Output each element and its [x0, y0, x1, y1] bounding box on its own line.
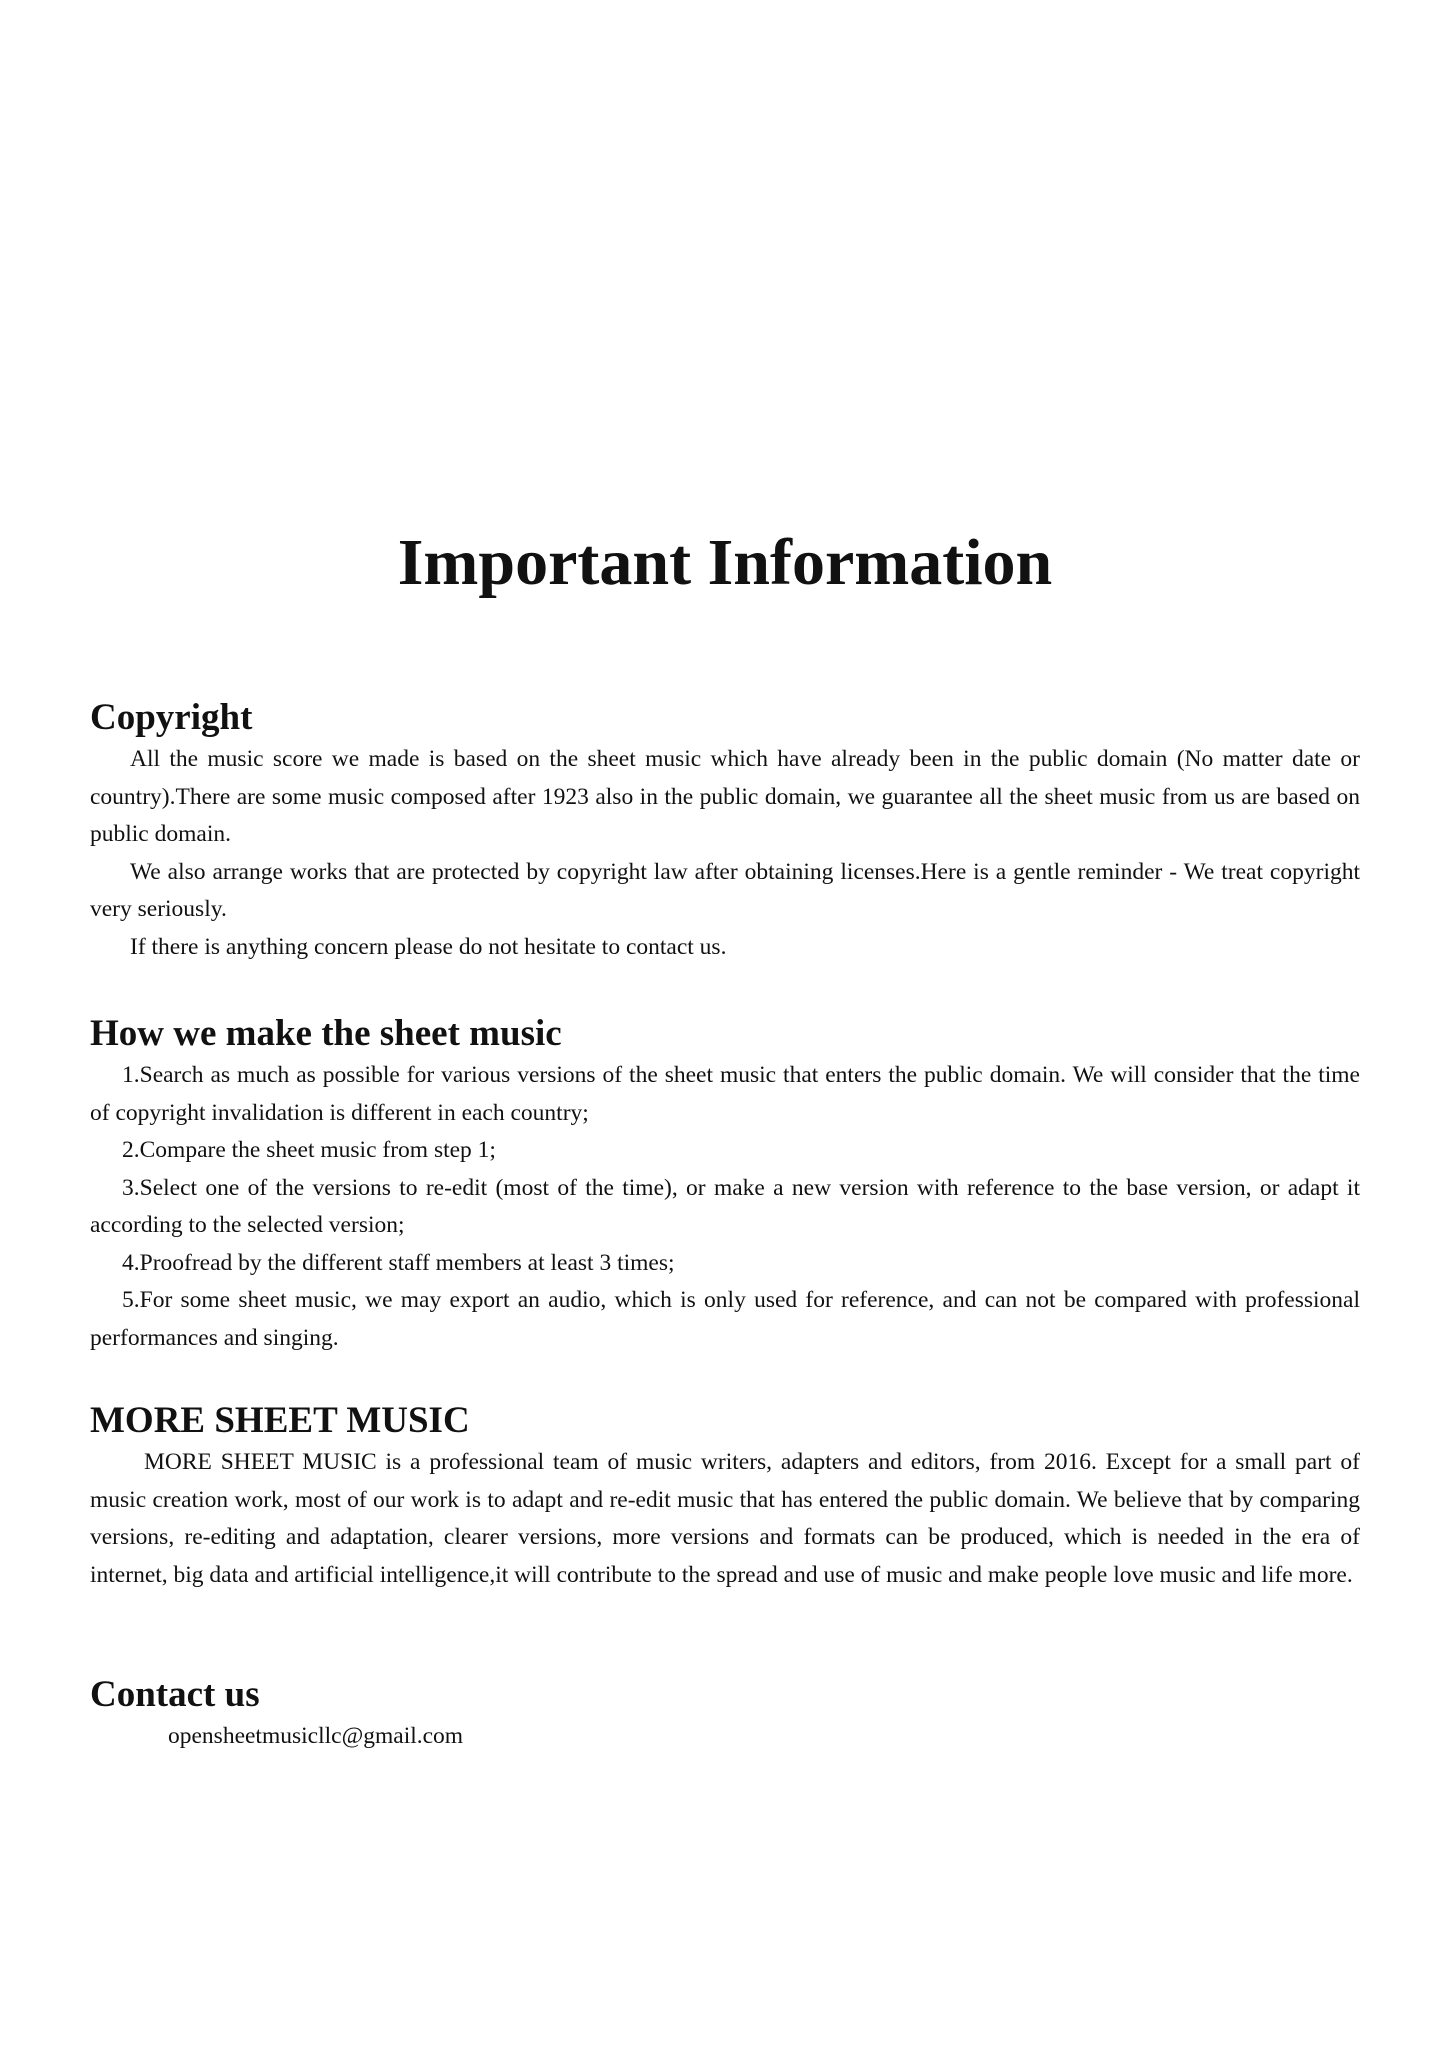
step-item: 5.For some sheet music, we may export an audio, which is only used for reference, and can not be compared with professional performances and singing. — [90, 1287, 1360, 1351]
contact-email-link[interactable]: opensheetmusicllc@gmail.com — [168, 1723, 464, 1749]
step-item: 2.Compare the sheet music from step 1; — [122, 1137, 496, 1163]
copyright-paragraph: We also arrange works that are protected by copyright law after obtaining licenses.Here is a gentle reminder - We treat copyright very seriously. — [90, 858, 1360, 922]
copyright-paragraph: All the music score we made is based on the sheet music which have already been in the public domain (No matter date or country).There are some music composed after 1923 also in the public domain, we guarantee all the sheet music from us are based on public domain. — [90, 746, 1360, 847]
page-title: Important Information — [397, 526, 1053, 599]
copyright-paragraph: If there is anything concern please do not hesitate to contact us. — [130, 933, 727, 960]
copyright-section — [90, 695, 1360, 966]
contact-heading: Contact us — [90, 1674, 260, 1715]
step-item: 4.Proofread by the different staff members at least 3 times; — [122, 1249, 675, 1276]
more-sheet-music-section — [90, 1398, 1360, 1594]
step-item: 3.Select one of the versions to re-edit (most of the time), or make a new version with reference to the base version, or adapt it according to the selected version; — [90, 1174, 1360, 1238]
more-sheet-music-paragraph: MORE SHEET MUSIC is a professional team of music writers, adapters and editors, from 2016. Except for a small part of music creation work, most of our work is to adapt and re-edit music that has entered the public domain. We believe that by comparing versions, re-editing and adaptation, clearer versions, more versions and formats can be produced, which is needed in the era of internet, big data and artificial intelligence,it will contribute to the spread and use of music and make people love music and life more. — [90, 1449, 1360, 1588]
copyright-heading: Copyright — [90, 697, 253, 738]
how-we-make-section — [90, 1011, 1360, 1357]
more-sheet-music-heading: MORE SHEET MUSIC — [90, 1400, 470, 1441]
contact-section — [90, 1672, 1360, 1756]
how-we-make-heading: How we make the sheet music — [90, 1013, 562, 1054]
step-item: 1.Search as much as possible for various versions of the sheet music that enters the public domain. We will consider that the time of copyright invalidation is different in each country; — [90, 1062, 1360, 1126]
